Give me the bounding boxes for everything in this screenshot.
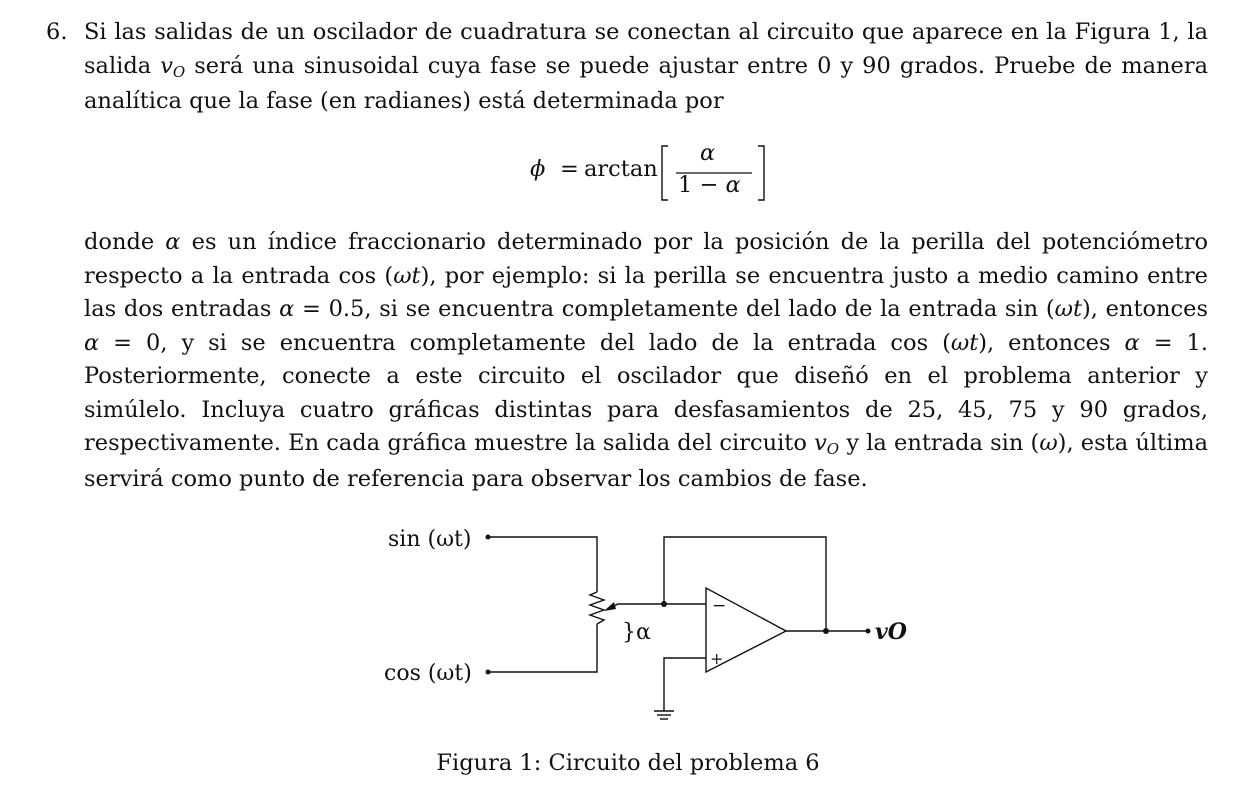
circuit-figure [360, 518, 920, 728]
output-terminal [866, 629, 871, 634]
problem-intro: Si las salidas de un oscilador de cuadratura se conectan al circuito que aparece en la Figura 1, la salida vO será una sinusoidal cuya fase se puede ajustar entre 0 y 90 grados. Pruebe de manera analítica que la fase (en radianes) está determinada por [84, 19, 1208, 114]
alpha-label: }α [622, 620, 651, 645]
problem-body: donde α es un índice fraccionario determinado por la posición de la perilla del potenciómetro respecto a la entrada cos (ωt), por ejemplo: si la perilla se encuentra justo a medio camino entre las dos entradas α = 0.5, si se encuentra completamente del lado de la entrada sin (ωt), entonces α = 0, y si se encuentra completamente del lado de la entrada cos (ωt), entonces α = 1. Posteriormente, conecte a este circuito el oscilador que diseñó en el problema anterior y simúlelo. Incluya cuatro gráficas distintas para desfasamientos de 25, 45, 75 y 90 grados, respectivamente. En cada gráfica muestre la salida del circuito vO y la entrada sin (ω), esta última servirá como punto de referencia para observar los cambios de fase. [84, 229, 1209, 492]
minus-sign: − [712, 596, 727, 616]
output-label: vO [875, 619, 907, 645]
figure-caption: Figura 1: Circuito del problema 6 [436, 750, 820, 776]
phase-formula: ϕ = arctan α 1 − α [530, 142, 780, 202]
plus-sign: + [710, 649, 724, 668]
problem-6 [46, 16, 1208, 119]
sin-wire [488, 537, 597, 592]
wiper-arrow-icon [604, 602, 616, 611]
output-node [823, 628, 829, 634]
input-sin-label: sin (ωt) [388, 527, 472, 552]
cos-wire [488, 624, 597, 672]
problem-number: 6. [46, 19, 68, 45]
ground-wire [664, 658, 706, 711]
feedback-wire [664, 537, 826, 631]
input-cos-label: cos (ωt) [384, 661, 472, 686]
potentiometer [590, 592, 604, 624]
wiper-wire [608, 604, 664, 609]
formula-denominator: 1 − α [678, 172, 741, 198]
formula-numerator: α [700, 140, 716, 166]
